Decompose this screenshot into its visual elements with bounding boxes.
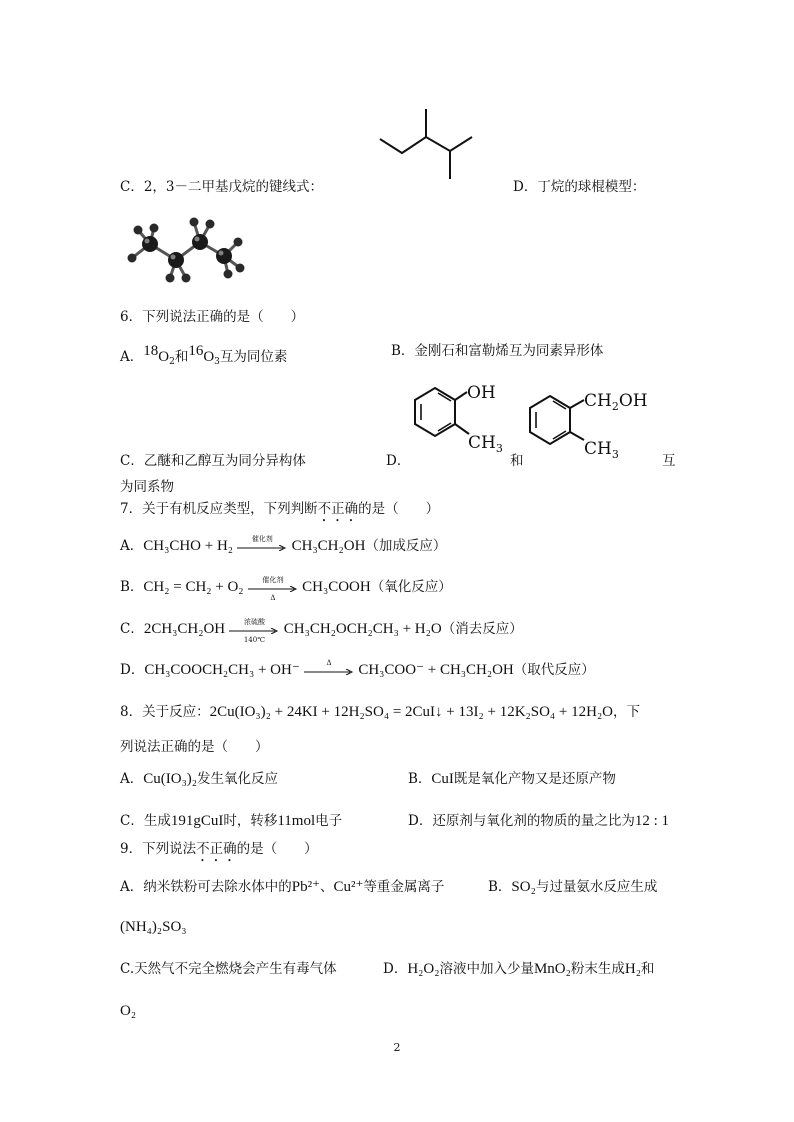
q8-option-b: B．CuI既是氧化产物又是还原产物 — [408, 771, 616, 787]
reaction-arrow: 催化剂 — [237, 539, 287, 555]
q8-option-a: A．Cu(IO₃)₂发生氧化反应 — [120, 771, 279, 787]
q7-option-a: A．CH₃CHO + H₂ 催化剂 CH₃CH₂OH（加成反应） — [120, 534, 447, 554]
reaction-arrow: 催化剂 Δ — [248, 580, 298, 596]
q9-option-b: B．SO₂与过量氨水反应生成 — [488, 879, 658, 895]
q9-option-a: A．纳米铁粉可去除水体中的Pb²⁺、Cu²⁺等重金属离子 — [120, 879, 445, 895]
q8-stem: 8．关于反应：2Cu(IO₃)₂ + 24KI + 12H₂SO₄ = 2CuI↓ + 13I₂ + 12K₂SO₄ + 12H₂O，下 — [120, 704, 641, 720]
q8-option-c: C．生成191gCuI时，转移11mol电子 — [120, 813, 343, 829]
butane-ball-stick-model — [124, 210, 252, 290]
q7-stem: 7．关于有机反应类型，下列判断不正确的是（ ） — [120, 501, 440, 517]
page-number: 2 — [393, 1041, 401, 1054]
q9-option-b-wrap: (NH₄)₂SO₃ — [120, 919, 187, 935]
q8-equation: 2Cu(IO₃)₂ + 24KI + 12H₂SO₄ = 2CuI↓ + 13I₂ + 12K₂SO₄ + 12H₂O — [209, 704, 614, 720]
q6-option-d-label: D． — [386, 453, 411, 469]
q6-option-b: B．金刚石和富勒烯互为同素异形体 — [391, 343, 604, 359]
q9-stem: 9．下列说法不正确的是（ ） — [120, 841, 318, 857]
reaction-arrow: Δ — [304, 663, 354, 679]
q6-option-d-and: 和 — [510, 453, 524, 469]
q5-option-d: D．丁烷的球棍模型： — [513, 179, 646, 195]
mol1-oh-label: OH — [467, 383, 496, 403]
q7-option-d: D．CH₃COOCH₂CH₃ + OH⁻ Δ CH₃COO⁻ + CH₃CH₂OH（取代反应） — [120, 658, 595, 678]
q8-option-d: D．还原剂与氧化剂的物质的量之比为12 : 1 — [408, 813, 669, 829]
q6-option-a: A．$^{18}O_2$和$^{16}O_3$互为同位素 — [120, 343, 288, 367]
methylbenzyl-alcohol-structure — [520, 386, 670, 466]
mol1-ch3-label: $CH_3$ — [468, 433, 503, 455]
q9-option-d: D．H₂O₂溶液中加入少量MnO₂粉末生成H₂和 — [383, 961, 655, 977]
o-cresol-structure — [405, 378, 515, 458]
q6-option-d-wrap: 为同系物 — [120, 479, 174, 495]
q6-stem: 6．下列说法正确的是（ ） — [120, 309, 305, 325]
skeletal-formula-dimethylpentane — [376, 105, 476, 185]
q9-option-d-wrap: O₂ — [120, 1003, 137, 1019]
mol2-ch2oh-label: $CH_2OH$ — [584, 391, 648, 413]
q5-option-c: C．2，3－二甲基戊烷的键线式： — [120, 179, 324, 195]
q7-option-c: C．2CH₃CH₂OH 浓硫酸 140℃ CH₃CH₂OCH₂CH₃ + H₂O（消去反应） — [120, 617, 523, 644]
mol2-ch3-label: $CH_3$ — [584, 439, 619, 461]
q6-option-d-hu: 互 — [662, 453, 676, 469]
q9-option-c: C.天然气不完全燃烧会产生有毒气体 — [120, 961, 337, 977]
q7-option-b: B．CH₂ = CH₂ + O₂ 催化剂 Δ CH₃COOH（氧化反应） — [120, 575, 452, 602]
reaction-arrow: 浓硫酸 140℃ — [229, 622, 279, 638]
q6-option-c: C．乙醚和乙醇互为同分异构体 — [120, 453, 306, 469]
q8-stem-cont: 列说法正确的是（ ） — [120, 739, 269, 755]
